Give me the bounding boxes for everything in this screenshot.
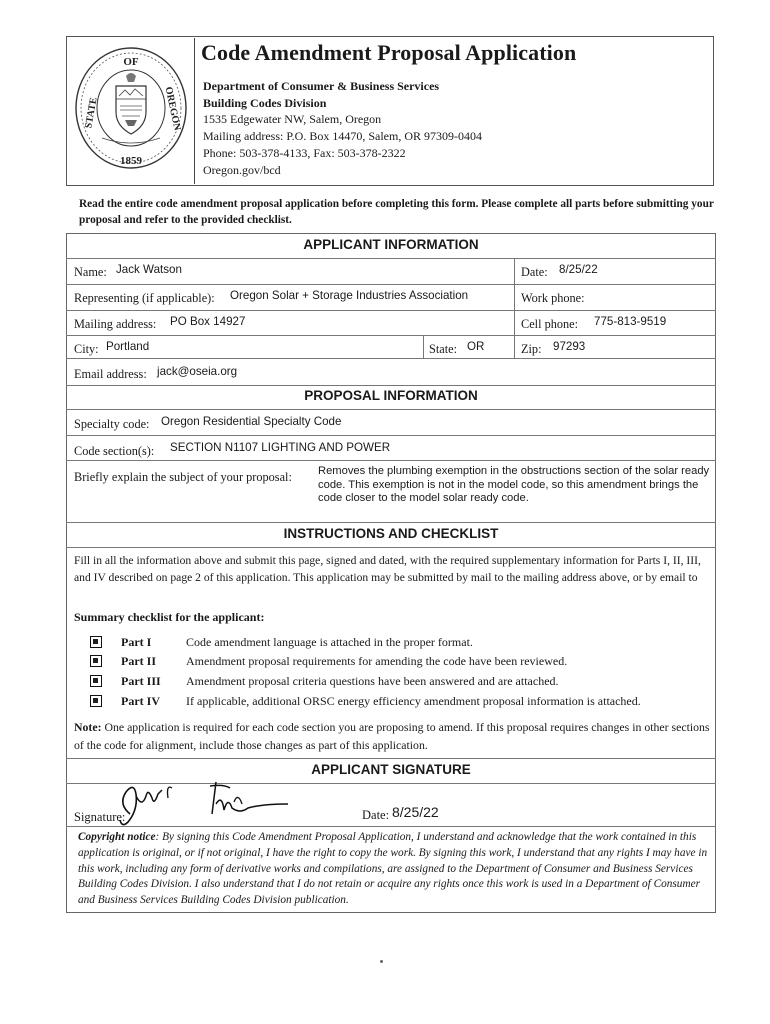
- specialty-code-label: Specialty code:: [74, 417, 150, 431]
- divider: [66, 522, 716, 523]
- divider: [66, 385, 716, 386]
- representing-label: Representing (if applicable):: [74, 291, 215, 305]
- part-4-label: Part IV: [121, 694, 160, 708]
- zip-field[interactable]: 97293: [553, 340, 586, 353]
- date-field[interactable]: 8/25/22: [559, 263, 598, 276]
- seal-year-text: 1859: [120, 155, 142, 167]
- signature-date-field[interactable]: 8/25/22: [392, 804, 439, 820]
- divider: [66, 758, 716, 759]
- city-field[interactable]: Portland: [106, 340, 150, 353]
- oregon-state-seal-icon: [72, 44, 190, 172]
- date-label: Date:: [521, 265, 548, 279]
- subject-field[interactable]: Removes the plumbing exemption in the obstructions section of the solar ready code. This exemption is not in the model code, so this amendment brings the code closer to the model solar ready code.: [318, 465, 710, 504]
- divider: [66, 284, 716, 285]
- handwritten-signature[interactable]: [112, 774, 302, 830]
- part-1-description: Code amendment language is attached in the proper format.: [186, 635, 473, 649]
- code-sections-field[interactable]: SECTION N1107 LIGHTING AND POWER: [170, 441, 391, 454]
- page-title: Code Amendment Proposal Application: [201, 40, 577, 65]
- part-2-description: Amendment proposal requirements for amending the code have been reviewed.: [186, 654, 568, 668]
- subject-label: Briefly explain the subject of your proposal:: [74, 470, 292, 484]
- header-divider: [194, 38, 195, 184]
- copyright-body: : By signing this Code Amendment Proposal Application, I understand and acknowledge that the work contained in this application is original, or if not original, I have the right to copy the work. By signing this work, I understand that any rights I may have in this work, including any form of derivative works and compilations, are assigned to the Department of Consumer and Business Services Building Codes Division. I also understand that I do not retain or acquire any rights once this work is used in a Department of Consumer and Business Services Building Codes Division publication.: [78, 831, 708, 907]
- division-name: Building Codes Division: [203, 96, 327, 110]
- state-label: State:: [429, 342, 458, 356]
- copyright-notice: [78, 830, 708, 909]
- checkbox-part-1[interactable]: [90, 636, 102, 648]
- representing-field[interactable]: Oregon Solar + Storage Industries Association: [230, 289, 469, 302]
- header-mailing-address: Mailing address: P.O. Box 14470, Salem, OR 97309-0404: [203, 129, 482, 143]
- zip-label: Zip:: [521, 342, 542, 356]
- proposal-info-heading: PROPOSAL INFORMATION: [304, 388, 478, 403]
- mailing-address-field[interactable]: PO Box 14927: [170, 315, 246, 328]
- specialty-code-field[interactable]: Oregon Residential Specialty Code: [161, 415, 342, 428]
- signature-heading: APPLICANT SIGNATURE: [311, 762, 471, 777]
- part-3-label: Part III: [121, 674, 161, 688]
- applicant-info-heading: APPLICANT INFORMATION: [303, 237, 479, 252]
- part-4-description: If applicable, additional ORSC energy efficiency amendment proposal information is attached.: [186, 694, 641, 708]
- seal-left-text: STATE: [83, 96, 100, 130]
- email-label: Email address:: [74, 367, 147, 381]
- part-3-description: Amendment proposal criteria questions have been answered and are attached.: [186, 674, 559, 688]
- divider: [66, 258, 716, 259]
- checkbox-part-3[interactable]: [90, 675, 102, 687]
- header-address: 1535 Edgewater NW, Salem, Oregon: [203, 112, 382, 126]
- part-2-label: Part II: [121, 654, 156, 668]
- seal-right-text: OREGON: [162, 85, 183, 132]
- cell-phone-field[interactable]: 775-813-9519: [594, 315, 667, 328]
- checkbox-part-2[interactable]: [90, 655, 102, 667]
- divider: [66, 310, 716, 311]
- checkbox-part-4[interactable]: [90, 695, 102, 707]
- header-website: Oregon.gov/bcd: [203, 163, 281, 177]
- cell-phone-label: Cell phone:: [521, 317, 579, 331]
- name-field[interactable]: Jack Watson: [116, 263, 182, 276]
- name-label: Name:: [74, 265, 107, 279]
- divider: [66, 435, 716, 436]
- mailing-address-label: Mailing address:: [74, 317, 157, 331]
- checklist-title: Summary checklist for the applicant:: [74, 610, 265, 624]
- department-name: Department of Consumer & Business Services: [203, 79, 440, 93]
- instructions-heading: INSTRUCTIONS AND CHECKLIST: [283, 526, 499, 541]
- note-body: One application is required for each code section you are proposing to amend. If this proposal requires changes in other sections of the code for alignment, include those changes as part of this application.: [74, 720, 710, 752]
- part-1-label: Part I: [121, 635, 152, 649]
- divider: [66, 335, 716, 336]
- signature-date-label: Date:: [362, 808, 390, 822]
- copyright-label: Copyright notice: [78, 831, 156, 843]
- signature-label: Signature:: [74, 810, 126, 824]
- instruction-text: Read the entire code amendment proposal application before completing this form. Please complete all parts before submitting your proposal and refer to the provided checklist.: [79, 198, 714, 226]
- work-phone-label: Work phone:: [521, 291, 585, 305]
- seal-top-text: OF: [123, 56, 139, 68]
- note-label: Note:: [74, 720, 102, 734]
- scan-mark: [380, 960, 383, 963]
- header-phone: Phone: 503-378-4133, Fax: 503-378-2322: [203, 146, 406, 160]
- divider: [66, 409, 716, 410]
- instructions-paragraph: Fill in all the information above and submit this page, signed and dated, with the required supplementary information for Parts I, II, III, and IV described on page 2 of this application. This application may be submitted by mail to the mailing address above, or by email to: [74, 554, 701, 584]
- divider: [66, 547, 716, 548]
- divider: [423, 335, 424, 358]
- divider: [66, 460, 716, 461]
- city-label: City:: [74, 342, 99, 356]
- code-sections-label: Code section(s):: [74, 444, 155, 458]
- note-text: [74, 718, 714, 754]
- divider: [66, 358, 716, 359]
- divider: [66, 826, 716, 827]
- divider: [514, 258, 515, 358]
- email-field[interactable]: jack@oseia.org: [157, 365, 238, 378]
- state-field[interactable]: OR: [467, 340, 485, 353]
